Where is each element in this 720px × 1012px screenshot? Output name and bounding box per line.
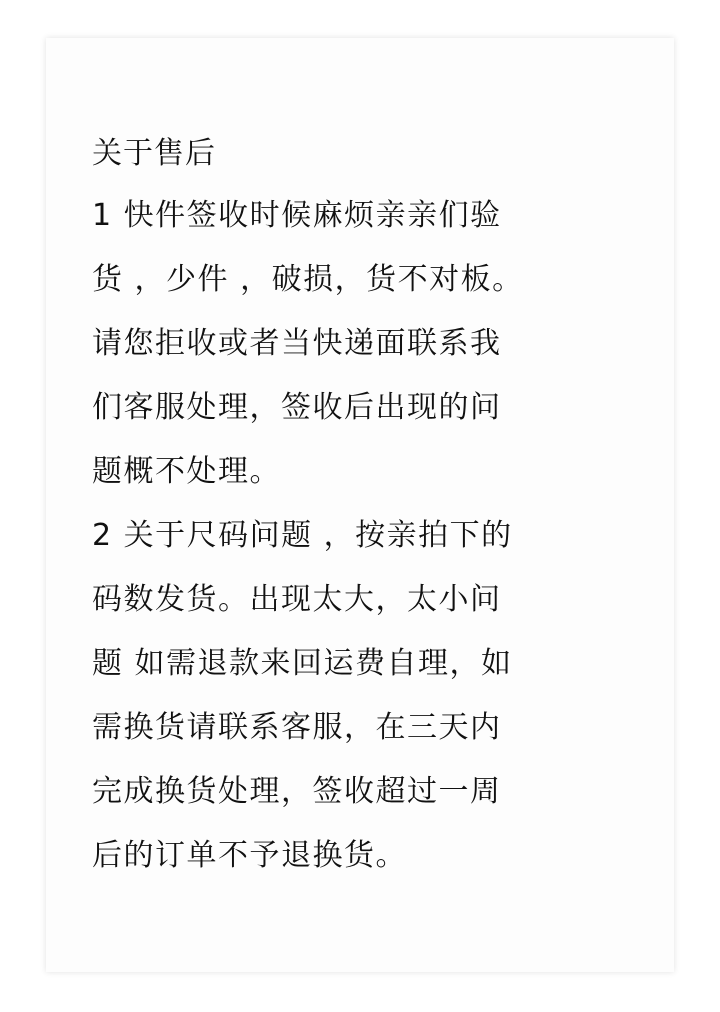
text-line: 题 如需退款来回运费自理，如 [92, 646, 513, 681]
text-line: 完成换货处理，签收超过一周 [92, 774, 502, 809]
text-line: 码数发货。出现太大，太小问 [92, 582, 502, 617]
text-line: 货 ，少件 ，破损，货不对板。 [92, 262, 524, 297]
text-line: 需换货请联系客服，在三天内 [92, 710, 502, 745]
document-title: 关于售后 [92, 136, 216, 171]
text-line: 后的订单不予退换货。 [92, 838, 407, 873]
text-line: 1 快件签收时候麻烦亲亲们验 [92, 198, 502, 233]
text-line: 2 关于尺码问题 ，按亲拍下的 [92, 518, 513, 553]
text-line: 请您拒收或者当快递面联系我 [92, 326, 502, 361]
text-line: 题概不处理。 [92, 454, 281, 489]
document-content [92, 122, 572, 888]
text-line: 们客服处理，签收后出现的问 [92, 390, 502, 425]
